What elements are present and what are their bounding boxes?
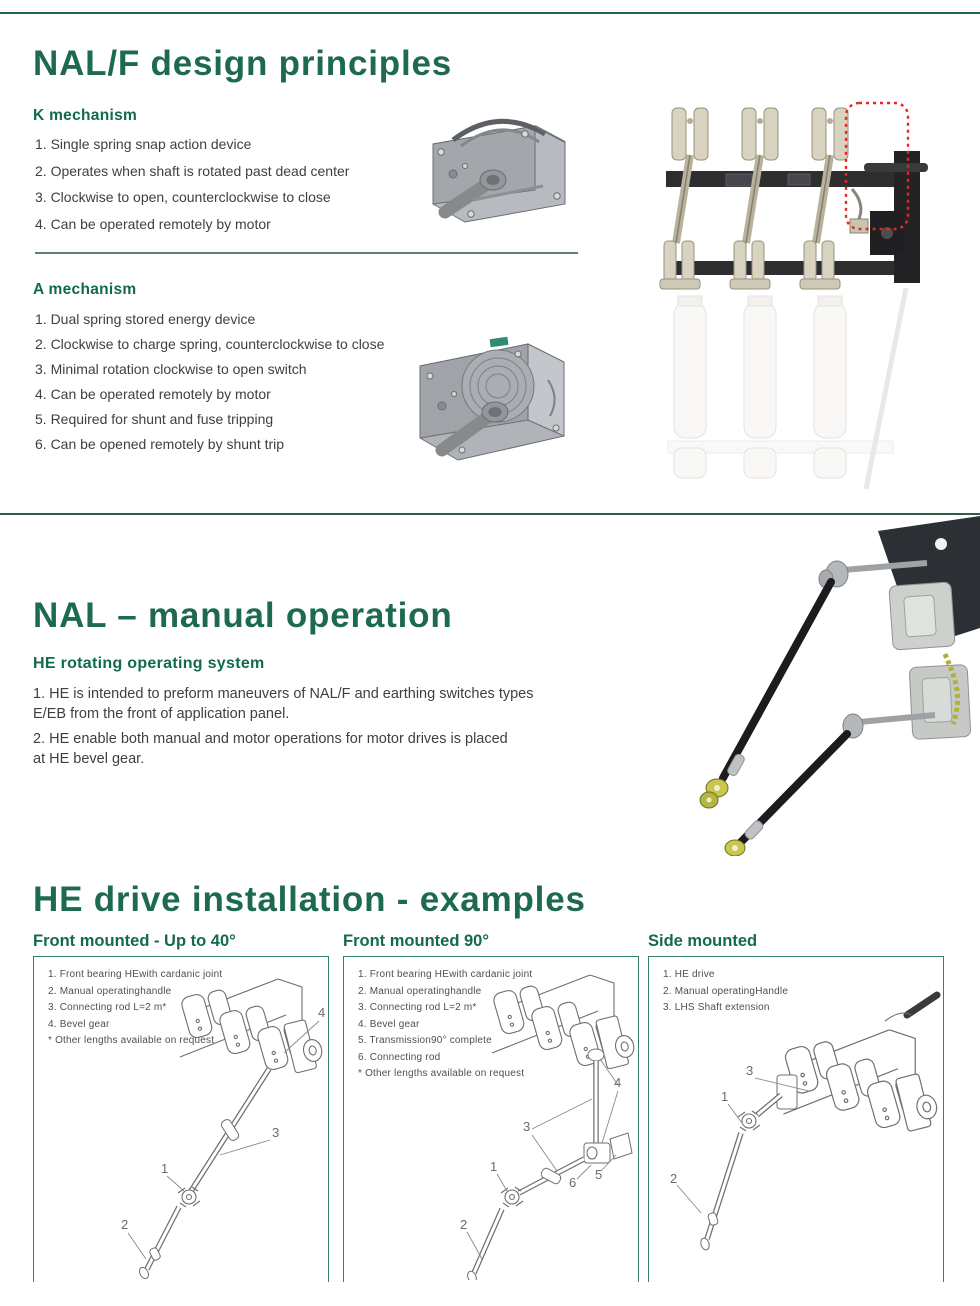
- callout-number: 1: [490, 1159, 498, 1174]
- callout-number: 4: [318, 1005, 326, 1020]
- section-divider: [0, 513, 980, 515]
- list-item: 3. Minimal rotation clockwise to open switch: [35, 361, 307, 377]
- column-heading-side: Side mounted: [648, 932, 758, 950]
- callout-number: 3: [746, 1063, 754, 1078]
- paragraph-line: 1. HE is intended to preform maneuvers of NAL/F and earthing switches types: [33, 686, 534, 702]
- callout-number: 1: [721, 1089, 729, 1104]
- callout-number: 2: [670, 1171, 678, 1186]
- list-item: 1. Single spring snap action device: [35, 136, 252, 152]
- he-rods-image: [683, 516, 980, 856]
- paragraph-line: 2. HE enable both manual and motor operations for motor drives is placed: [33, 731, 508, 747]
- list-item: 4. Can be operated remotely by motor: [35, 215, 271, 232]
- list-item: 3. LHS Shaft extension: [663, 1002, 770, 1013]
- list-item: 3. Connecting rod L=2 m*: [48, 1002, 167, 1013]
- faded-fuse-section: [668, 288, 906, 489]
- list-item: 2. Clockwise to charge spring, counterclockwise to close: [35, 336, 385, 352]
- callout-number: 3: [523, 1119, 531, 1134]
- k-mechanism-heading: K mechanism: [33, 107, 138, 124]
- callout-number: 1: [161, 1161, 169, 1176]
- list-item: 2. Manual operatinghandle: [48, 985, 172, 997]
- he-paragraph-1: [33, 684, 593, 724]
- a-mechanism-list: [35, 307, 384, 457]
- list-item: 5. Transmission90° complete: [358, 1035, 492, 1046]
- he-system-heading: HE rotating operating system: [33, 655, 265, 672]
- k-mechanism-list: [35, 131, 349, 237]
- paragraph-line: at HE bevel gear.: [33, 751, 145, 767]
- list-item: 1. Front bearing HEwith cardanic joint: [358, 969, 533, 980]
- list-item: 6. Can be opened remotely by shunt trip: [35, 436, 285, 452]
- top-divider: [0, 12, 980, 14]
- manual-operation-title: NAL – manual operation: [33, 596, 453, 635]
- bevel-joint-1: [700, 779, 728, 808]
- list-item: 4. Can be operated remotely by motor: [35, 386, 271, 402]
- a-mechanism-image: [398, 320, 593, 482]
- list-item: 2. Manual operatingHandle: [663, 985, 789, 997]
- page-title: NAL/F design principles: [33, 44, 453, 83]
- list-item: * Other lengths available on request: [48, 1035, 215, 1046]
- list-item: 4. Bevel gear: [48, 1018, 110, 1030]
- list-item: 4. Bevel gear: [358, 1018, 420, 1030]
- list-item: 1. Front bearing HEwith cardanic joint: [48, 969, 223, 980]
- list-item: * Other lengths available on request: [358, 1068, 525, 1079]
- k-section-divider: [35, 252, 578, 254]
- callout-number: 5: [595, 1167, 603, 1182]
- list-item: 1. Dual spring stored energy device: [35, 311, 256, 327]
- callout-number: 2: [460, 1217, 468, 1232]
- side-mounted-drawing: [649, 957, 943, 1280]
- side-mounted-box: [648, 956, 944, 1282]
- front90-drawing: [344, 957, 638, 1280]
- list-item: 3. Clockwise to open, counterclockwise to close: [35, 189, 331, 205]
- column-heading-front90: Front mounted 90°: [343, 932, 489, 950]
- callout-number: 6: [569, 1175, 577, 1190]
- list-item: 2. Manual operatinghandle: [358, 985, 482, 997]
- list-item: 6. Connecting rod: [358, 1051, 441, 1063]
- list-item: 2. Operates when shaft is rotated past dead center: [35, 162, 350, 179]
- he-paragraph-2: [33, 729, 593, 769]
- bevel-joint-2: [725, 840, 745, 856]
- callout-number: 2: [121, 1217, 129, 1232]
- list-item: 5. Required for shunt and fuse tripping: [35, 411, 274, 427]
- front90-box: [343, 956, 639, 1282]
- callout-number: 4: [614, 1075, 622, 1090]
- a-mechanism-heading: A mechanism: [33, 281, 137, 298]
- callout-number: 3: [272, 1125, 280, 1140]
- column-heading-front40: Front mounted - Up to 40°: [33, 932, 236, 950]
- list-item: 3. Connecting rod L=2 m*: [358, 1002, 477, 1013]
- front40-box: [33, 956, 329, 1282]
- list-item: 1. HE drive: [663, 969, 715, 980]
- k-mechanism-image: [413, 104, 581, 242]
- nal-switch-image: [638, 93, 938, 493]
- paragraph-line: E/EB from the front of application panel.: [33, 706, 290, 722]
- installation-title: HE drive installation - examples: [33, 880, 586, 919]
- front40-drawing: [34, 957, 328, 1280]
